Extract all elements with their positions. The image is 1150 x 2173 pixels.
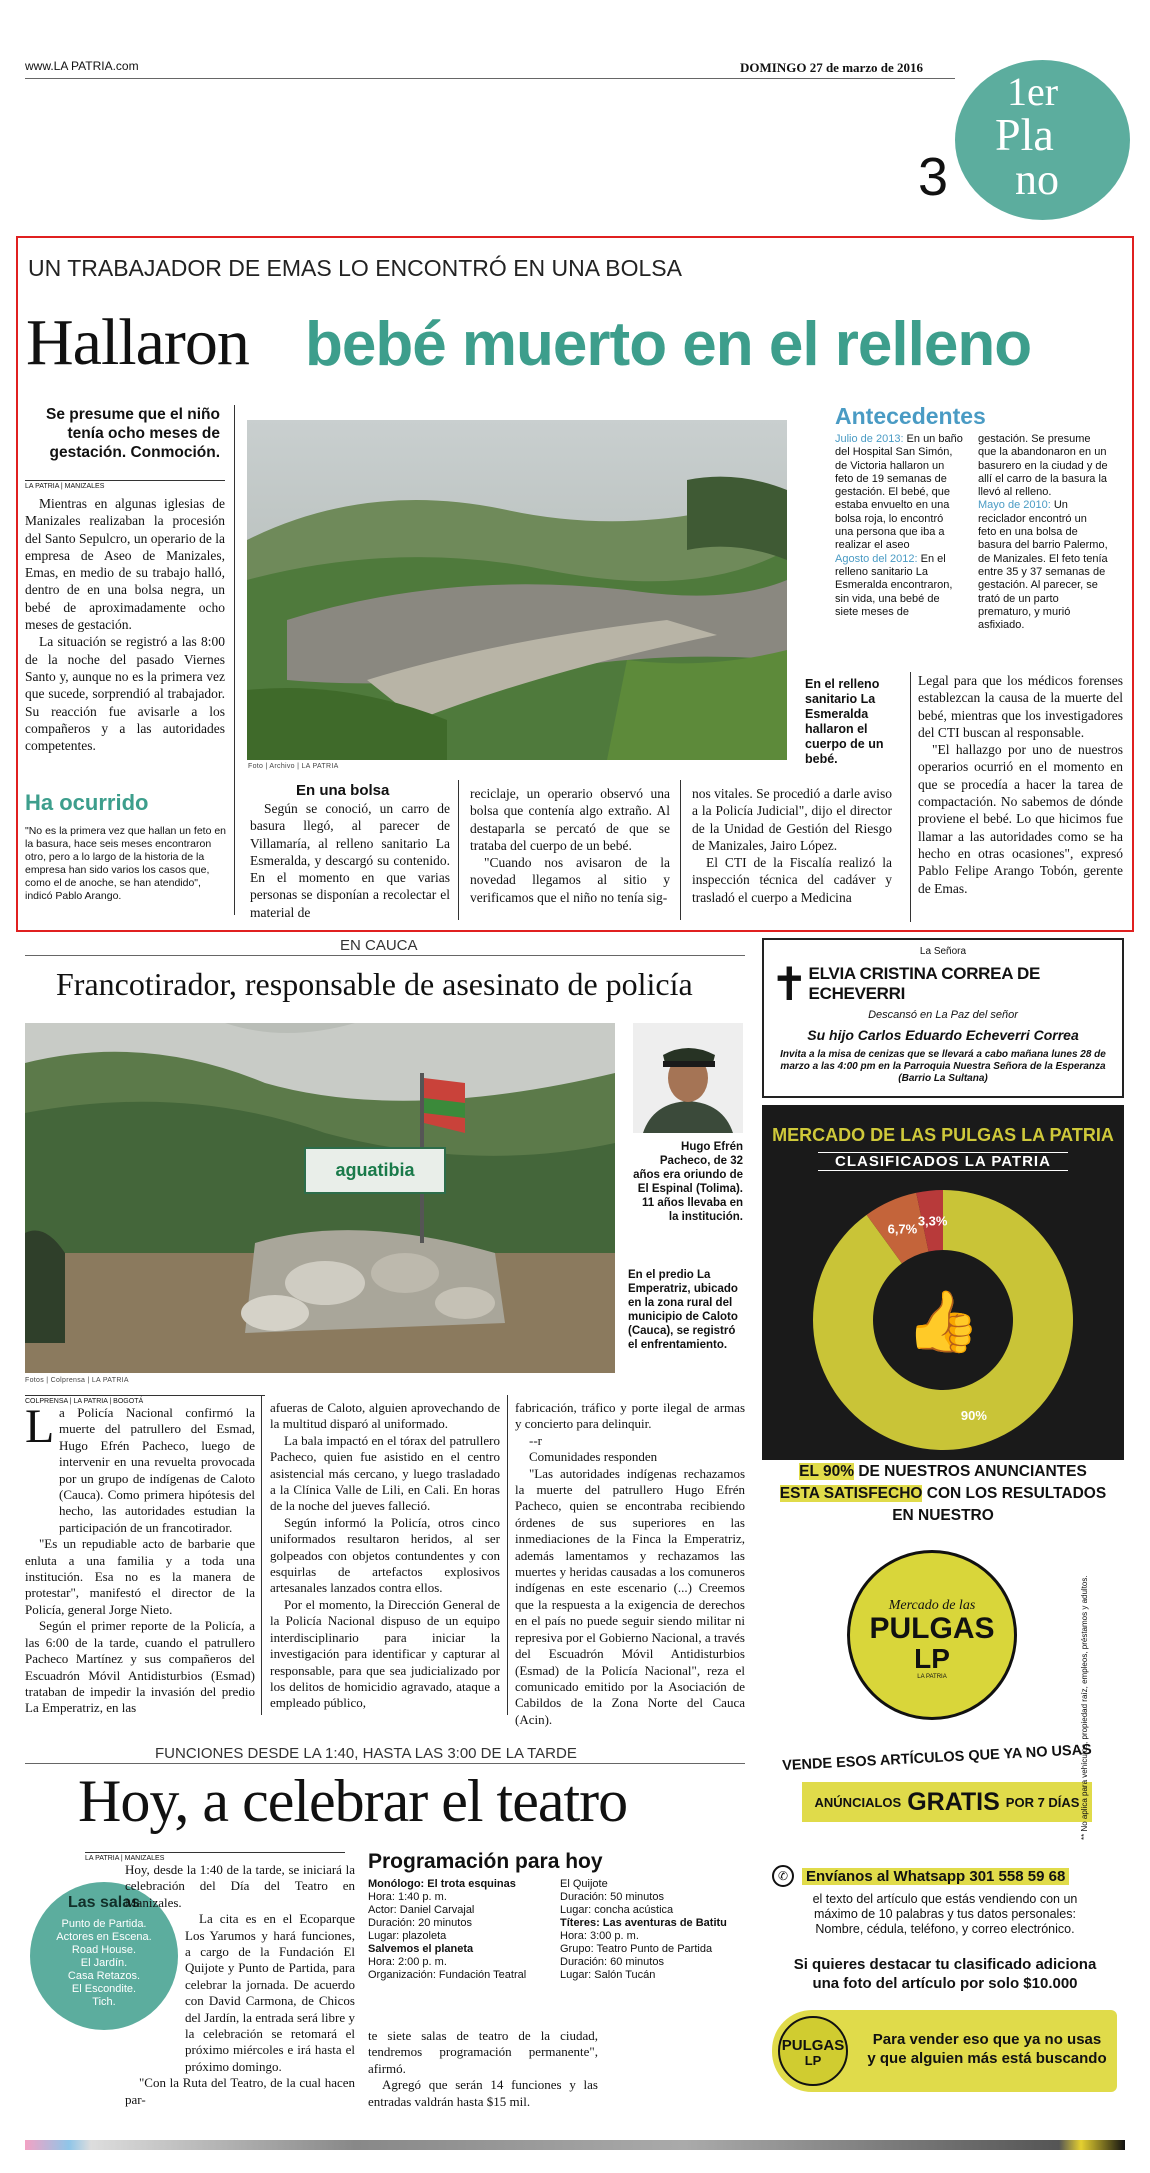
pulgas-logo: Mercado de las PULGAS LP LA PATRIA (847, 1550, 1017, 1720)
landfill-photo (247, 420, 787, 760)
section-badge: 1er Pla no (955, 60, 1130, 220)
ad-disclaimer: ** No aplica para vehículos, propiedad raíz, empleos, préstamos y adultos. (1080, 1575, 1089, 1840)
billboard-text: aguatibia (335, 1160, 415, 1180)
photo-credit-2: Fotos | Colprensa | LA PATRIA (25, 1377, 129, 1384)
officer-portrait (633, 1023, 743, 1133)
cross-icon: ✝ (770, 957, 809, 1011)
obituary: La Señora ✝ ELVIA CRISTINA CORREA DE ECHEVERRI Descansó en La Paz del señor Su hijo Carlos Eduardo Echeverri Correa Invita a la misa de cenizas que se llevará a cabo mañana lunes 28 de marzo a las 4:00 pm en la Parroquia Nuestra Señora de la Esperanza (Barrio La Sultana) (762, 938, 1124, 1098)
color-strip (25, 2140, 1125, 2150)
story2-byline: COLPRENSA | LA PATRIA | BOGOTÁ (25, 1395, 265, 1405)
pie-label-1: 6,7% (887, 1221, 918, 1237)
story1-col1: Mientras en algunas iglesias de Manizales realizaban la procesión del Santo Sepulcro, un operario de la empresa de Aseo de Manizales, Emas, en medio de su trabajo halló, dentro de en una bolsa negra, un bebé de aproximadamente ocho meses de gestación. La situación se registró a las 8:00 de la noche del pasado Viernes Santo y, aunque no es la primera vez que sucede, sorprendió al trabajador. Su reacción fue avisarle a los compañeros y a las autoridades competentes. (25, 496, 225, 754)
ad-chart-panel (762, 1105, 1124, 1460)
story2-headline: Francotirador, responsable de asesinato de policía (56, 966, 693, 1002)
subhead-bolsa: En una bolsa (296, 782, 390, 799)
prog-title: Programación para hoy (368, 1850, 603, 1873)
photo-caption-1: En el relleno sanitario La Esmeralda hallaron el cuerpo de un bebé. (805, 677, 884, 766)
date: DOMINGO 27 de marzo de 2016 (740, 60, 924, 75)
photo-credit-1: Foto | Archivo | LA PATRIA (248, 763, 339, 770)
prog-col-a: Monólogo: El trota esquinas Hora: 1:40 p. m. Actor: Daniel Carvajal Duración: 20 minutos Lugar: plazoleta Salvemos el planeta Hora: 2:00 p. m. Organización: Fundación Teatral (368, 1878, 527, 1981)
page-number: 3 (918, 147, 949, 207)
ad-lower: EL 90% DE NUESTROS ANUNCIANTES ESTA SATISFECHO CON LOS RESULTADOS EN NUESTRO Mercado de las PULGAS LP LA PATRIA VENDE ESOS ARTÍCULOS QUE YA NO USAS ANÚNCIALOS GRATIS POR 7 DÍAS ✆ Envíanos al Whatsapp 301 558 59 68 (762, 1460, 1124, 1940)
antecedentes-col-a: Julio de 2013: En un baño del Hospital San Simón, de Victoria hallaron un feto de 19 semanas de gestación. El bebé, que estaba envuelto en una bolsa roja, lo encontró una persona que iba a realizar el aseo Agosto del 2012: En el relleno sanitario La Esmeralda encontraron, sin vida, una bebé de siete meses de (835, 433, 963, 618)
story3-body: Hoy, desde la 1:40 de la tarde, se iniciará la celebración del Día del Teatro en Manizales. La cita es en el Ecoparque Los Yarumos y hará funciones, a cargo de la Fundación El Quijote y Punto de Partida, para celebrar la jornada. De acuerdo con David Carmona, de Chicos del Jardín, la entrada será libre y la celebración se retomará el próximo miércoles e irá hasta el próximo domingo. "Con la Ruta del Teatro, de la cual hacen par- (125, 1862, 355, 2107)
story1-col4: nos vitales. Se procedió a darle aviso a la Policía Judicial", dijo el director de la Unidad de Gestión del Riesgo de Manizales, Jairo López. El CTI de la Fiscalía realizó la inspección técnica del cadáver y trasladó el cuerpo a Medicina (692, 786, 892, 905)
header-rule (25, 78, 955, 79)
pie-label-2: 3,3% (917, 1213, 948, 1229)
ad-subtitle: CLASIFICADOS LA PATRIA (818, 1152, 1068, 1171)
portrait-caption: Hugo Efrén Pacheco, de 32 años era oriundo de El Espinal (Tolima). 11 años llevaba en la institución. (633, 1141, 743, 1223)
story2-col3: fabricación, tráfico y porte ilegal de armas y concierto para delinquir. --r Comunidades responden "Las autoridades indígenas rechazamos la muerte del patrullero Hugo Efrén Pacheco, quien se encontraba recibiendo órdenes de sus superiores en las inmediaciones de la Finca la Emperatriz, además lamentamos y rechazamos las muertes y heridas causadas a los comuneros indígenas en este escenario (...) Creemos que la respuesta a la exigencia de derechos en el país no puede seguir siendo militar ni represiva por el Gobierno Nacional, a través del Escuadrón Móvil Antidisturbios (Esmad) de la Policía Nacional", reza el comunicado emitido por la Asociación de Cabildos de la Zona Norte del Cauca (Acin). (515, 1400, 745, 1727)
whatsapp-icon: ✆ (772, 1865, 794, 1887)
story2-col2: afueras de Caloto, alguien aprovechando de la multitud disparó al uniformado. La bala impactó en el tórax del patrullero Pacheco, quien fue asistido en el centro asistencial más cercano, y luego trasladado a la Clínica Valle de Lili, en Cali. En horas de la noche del jueves falleció. Según informó la Policía, otros cinco uniformados resultaron heridos, al ser golpeados con objetos contundentes y con esquirlas de artefactos explosivos artesanales lanzados contra ellos. Por el momento, la Dirección General de la Policía Nacional dispuso de un equipo interdisciplinario para iniciar la investigación para identificar y capturar al responsable, para que sea judicializado por los delitos de homicidio agravado, ataque a empleado público, (270, 1400, 500, 1711)
whatsapp-row[interactable]: ✆ Envíanos al Whatsapp 301 558 59 68 (772, 1865, 1069, 1887)
site-url[interactable]: www.LA PATRIA.com (25, 59, 139, 73)
ad-title: MERCADO DE LAS PULGAS LA PATRIA (772, 1125, 1114, 1145)
vende-text: VENDE ESOS ARTÍCULOS QUE YA NO USAS (781, 1741, 1093, 1775)
side-text: "No es la primera vez que hallan un feto en la basura, hace seis meses encontraron otro, pero a lo largo de la historia de la empresa han sido varios los casos que, como el de anoche, se han atendido", indicó Pablo Arango. (25, 825, 227, 902)
story1-headline-b: bebé muerto en el relleno (305, 310, 1032, 379)
pie-chart (793, 1185, 1093, 1455)
wa-text: el texto del artículo que estás vendiendo con un máximo de 10 palabras y tus datos personales: Nombre, cédula, teléfono, y correo electrónico. (812, 1892, 1078, 1936)
salas-circle: Las salas Punto de Partida. Actores en Escena. Road House. El Jardín. Casa Retazos. El Escondite. Tich. (30, 1882, 178, 2030)
antecedentes-title: Antecedentes (835, 403, 986, 429)
story1-deck: Se presume que el niño tenía ocho meses de gestación. Conmoción. (46, 406, 220, 461)
story1-byline: LA PATRIA | MANIZALES (25, 480, 225, 490)
foto-text: Si quieres destacar tu clasificado adiciona una foto del artículo por solo $10.000 (793, 1956, 1097, 1992)
story3-byline: LA PATRIA | MANIZALES (85, 1852, 345, 1862)
story1-headline-a: Hallaron (26, 306, 249, 379)
pie-label-0: 90% (960, 1408, 987, 1424)
story2-kicker: EN CAUCA (340, 937, 418, 954)
story3-kicker: FUNCIONES DESDE LA 1:40, HASTA LAS 3:00 DE LA TARDE (155, 1745, 577, 1762)
dropcap: L (25, 1400, 55, 1453)
prog-col-b: El Quijote Duración: 50 minutos Lugar: concha acústica Títeres: Las aventuras de Batitu Hora: 3:00 p. m. Grupo: Teatro Punto de Partida Duración: 60 minutos Lugar: Salón Tucán (560, 1878, 727, 1981)
antecedentes-col-b: gestación. Se presume que la abandonaron en un basurero en la ciudad y de allí el carro de la basura la llevó al relleno. Mayo de 2010: Un reciclador encontró un feto en una bolsa de basura del barrio Palermo, de Manizales. El feto tenía entre 35 y 37 semanas de gestación. Al parecer, se trató de un parto prematuro, y murió asfixiado. (978, 433, 1108, 632)
bottom-banner: PULGAS LP Para vender eso que ya no usas y que alguien más está buscando (772, 2010, 1117, 2092)
side-title: Ha ocurrido (25, 790, 149, 815)
story3-headline: Hoy, a celebrar el teatro (78, 1768, 628, 1834)
story1-col5: Legal para que los médicos forenses establezcan la causa de la muerte del bebé, mientras que los investigadores del CTI buscan al responsable. "El hallazgo por uno de nuestros operarios ocurrió en el momento en que se procedía a hacer la tarea de compactación. No sabemos de dónde proviene el bebé. Lo que hicimos fue llamar a las autoridades como se ha hecho en otras ocasiones", expresó Pablo Felipe Arango Tobón, gerente de Emas. (918, 673, 1123, 896)
story1-col2: Según se conoció, un carro de basura llegó, al parecer de Villamaría, al relleno sanitario La Esmeralda, y descargó su contenido. En el momento en que varias personas se disponían a recolectar el material de (250, 801, 450, 920)
gratis-banner: ANÚNCIALOS GRATIS POR 7 DÍAS (802, 1782, 1092, 1822)
cauca-photo (25, 1023, 615, 1373)
story3-body-2: te siete salas de teatro de la ciudad, tendremos programación permanente", afirmó. Agregó que serán 14 funciones y las entradas valdrán hasta $15 mil. (368, 2028, 598, 2109)
story1-kicker: UN TRABAJADOR DE EMAS LO ENCONTRÓ EN UNA BOLSA (28, 255, 682, 281)
thumbs-up-icon: 👍 (905, 1287, 981, 1357)
story1-col3: reciclaje, un operario observó una bolsa que contenía algo extraño. Al destaparla se percató de que se trataba del cuerpo de un bebé. "Cuando nos avisaron de la novedad llegamos al sitio y verificamos que el niño no tenía sig- (470, 786, 670, 905)
photo-caption-2: En el predio La Emperatriz, ubicado en la zona rural del municipio de Caloto (Cauca), se registró el enfrentamiento. (628, 1269, 738, 1351)
story2-col1: a Policía Nacional confirmó la muerte del patrullero del Esmad, Hugo Efrén Pacheco, luego de intervenir en una revuelta provocada por un grupo de indígenas de Caloto (Cauca). Como primera hipótesis del hecho, las autoridades estudian la participación de un francotirador. "Es un repudiable acto de barbarie que enluta a una familia y a toda una institución. Esa no es la manera de protestar", manifestó el director de la Policía, general Jorge Nieto. Según el primer reporte de la Policía, a las 6:00 de la tarde, cuando el patrullero Pacheco Martínez y sus compañeros del Escuadrón Móvil Antidisturbios (Esmad) trataban de impedir la invasión del predio La Emperatriz, en las (25, 1405, 255, 1716)
